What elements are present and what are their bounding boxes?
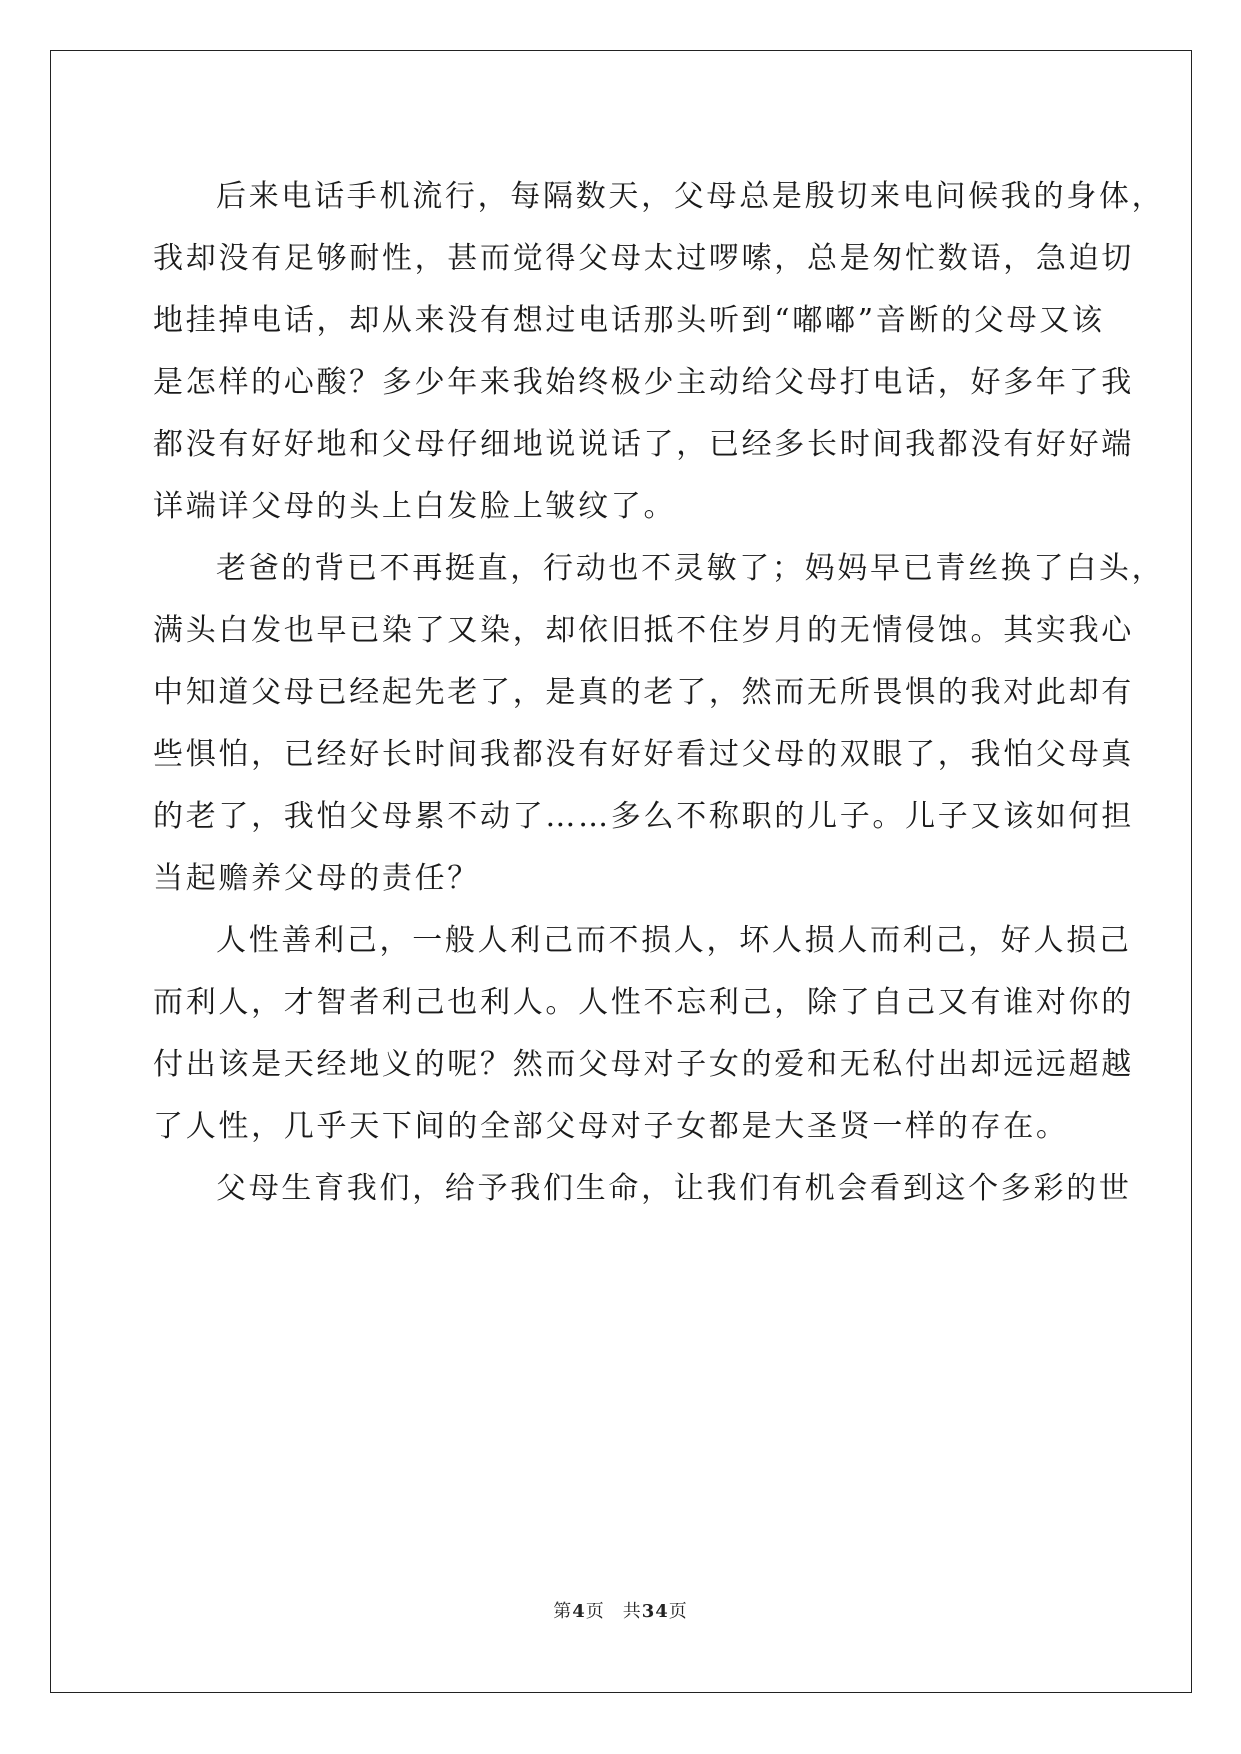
page-prefix: 第 [553, 1601, 573, 1622]
text-line: 是怎样的心酸？多少年来我始终极少主动给父母打电话，好多年了我 [153, 365, 1134, 400]
page-suffix: 页 [585, 1601, 605, 1622]
total-prefix: 共 [622, 1601, 642, 1622]
text-line: 而利人，才智者利己也利人。人性不忘利己，除了自己又有谁对你的 [153, 985, 1134, 1020]
paragraph [153, 538, 1165, 910]
text-line: 老爸的背已不再挺直，行动也不灵敏了；妈妈早已青丝换了白头， [216, 551, 1165, 586]
paragraph [153, 166, 1165, 538]
text-line: 都没有好好地和父母仔细地说说话了，已经多长时间我都没有好好端 [153, 427, 1134, 462]
paragraph [153, 910, 1134, 1158]
total-pages: 34 [641, 1601, 669, 1622]
total-suffix: 页 [668, 1601, 688, 1622]
text-line: 后来电话手机流行，每隔数天，父母总是殷切来电问候我的身体， [216, 179, 1165, 214]
text-line: 满头白发也早已染了又染，却依旧抵不住岁月的无情侵蚀。其实我心 [153, 613, 1134, 648]
page-footer [0, 1597, 1241, 1623]
text-line: 中知道父母已经起先老了，是真的老了，然而无所畏惧的我对此却有 [153, 675, 1134, 710]
document-body [153, 166, 1165, 1220]
text-line: 当起赡养父母的责任？ [153, 861, 480, 896]
paragraph [153, 1158, 1132, 1220]
text-line: 父母生育我们，给予我们生命，让我们有机会看到这个多彩的世 [216, 1171, 1132, 1206]
text-line: 人性善利己，一般人利己而不损人，坏人损人而利己，好人损己 [216, 923, 1132, 958]
text-line: 的老了，我怕父母累不动了……多么不称职的儿子。儿子又该如何担 [153, 799, 1134, 834]
text-line: 些惧怕，已经好长时间我都没有好好看过父母的双眼了，我怕父母真 [153, 737, 1134, 772]
text-line: 详端详父母的头上白发脸上皱纹了。 [153, 489, 677, 524]
text-line: 地挂掉电话，却从来没有想过电话那头听到“嘟嘟”音断的父母又该 [153, 303, 1105, 338]
text-line: 我却没有足够耐性，甚而觉得父母太过啰嗦，总是匆忙数语，急迫切 [153, 241, 1134, 276]
text-line: 了人性，几乎天下间的全部父母对子女都是大圣贤一样的存在。 [153, 1109, 1069, 1144]
text-line: 付出该是天经地义的呢？然而父母对子女的爱和无私付出却远远超越 [153, 1047, 1134, 1082]
page-number: 4 [572, 1601, 586, 1622]
